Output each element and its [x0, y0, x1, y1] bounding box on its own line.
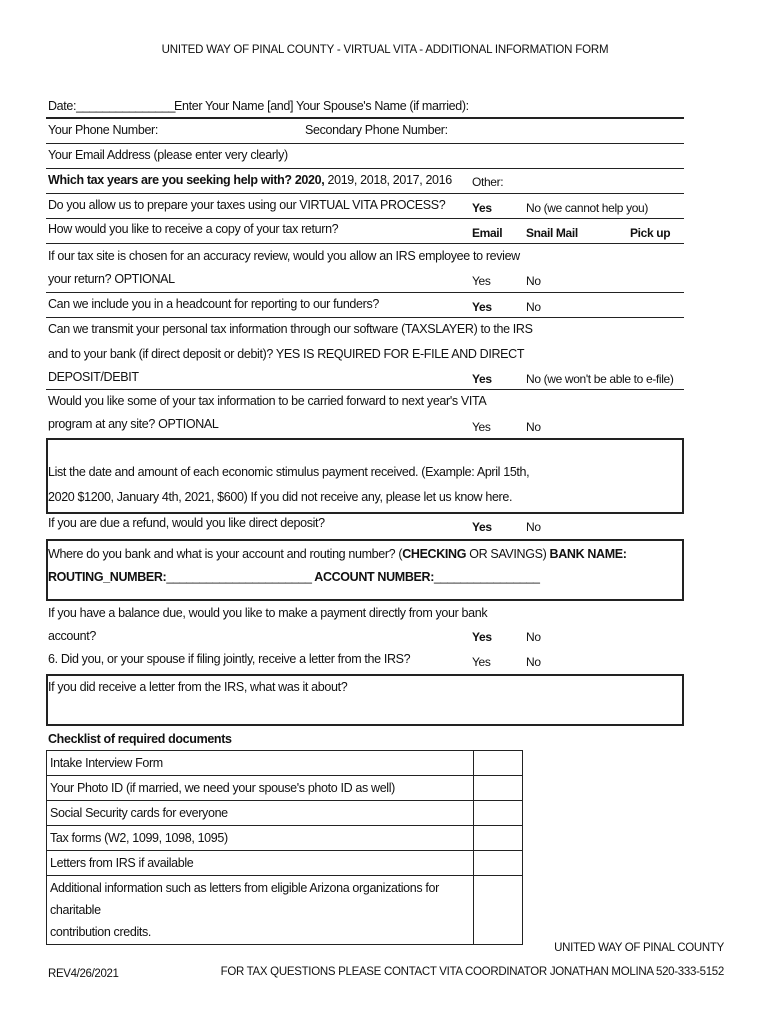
transmit-question-line3: DEPOSIT/DEBIT [48, 370, 139, 384]
accuracy-review-question-line2: your return? OPTIONAL [48, 272, 175, 286]
copy-snail-mail-option[interactable]: Snail Mail [526, 226, 578, 240]
checking-label: CHECKING [402, 547, 467, 561]
revision-label: REV4/26/2021 [48, 968, 119, 980]
irs-letter-about-question: If you did receive a letter from the IRS, what was it about? [48, 680, 348, 694]
account-number-field[interactable]: ________________ [434, 570, 540, 584]
checklist-item-label [47, 876, 474, 945]
checklist-row [47, 801, 523, 826]
stimulus-question-line1: List the date and amount of each economic stimulus payment received. (Example: April 15th, [48, 465, 530, 479]
copy-pick-up-option[interactable]: Pick up [630, 226, 671, 240]
virtual-vita-question: Do you allow us to prepare your taxes using our VIRTUAL VITA PROCESS? [48, 198, 446, 212]
date-field[interactable]: Date:_______________ [48, 99, 176, 113]
account-number-label: ACCOUNT NUMBER: [311, 570, 435, 584]
checklist-checkbox[interactable] [474, 776, 523, 801]
divider [46, 117, 684, 119]
accuracy-review-no-option[interactable]: No [526, 274, 541, 288]
transmit-no-option[interactable]: No (we won't be able to e-file) [526, 372, 674, 386]
carry-forward-question-line1: Would you like some of your tax information to be carried forward to next year's VITA [48, 394, 487, 408]
irs-letter-question: 6. Did you, or your spouse if filing jointly, receive a letter from the IRS? [48, 652, 411, 666]
balance-due-question-line1: If you have a balance due, would you like to make a payment directly from your bank [48, 606, 488, 620]
direct-deposit-question: If you are due a refund, would you like direct deposit? [48, 516, 325, 530]
page-title: UNITED WAY OF PINAL COUNTY - VIRTUAL VITA - ADDITIONAL INFORMATION FORM [161, 44, 609, 56]
transmit-yes-option[interactable]: Yes [472, 372, 492, 386]
checklist-row [47, 776, 523, 801]
bank-name-label: BANK NAME: [549, 547, 627, 561]
tax-years-label-rest: 2019, 2018, 2017, 2016 [324, 173, 452, 187]
secondary-phone-field-label: Secondary Phone Number: [305, 123, 448, 137]
carry-forward-no-option[interactable]: No [526, 420, 541, 434]
checklist-item-label: Your Photo ID (if married, we need your spouse's photo ID as well) [47, 776, 474, 801]
balance-due-yes-option[interactable]: Yes [472, 630, 492, 644]
checklist-row [47, 851, 523, 876]
checklist-item-label: Letters from IRS if available [47, 851, 474, 876]
bank-q-part: Where do you bank and what is your account and routing number? ( [48, 547, 403, 561]
copy-method-question: How would you like to receive a copy of your tax return? [48, 222, 339, 236]
divider [46, 389, 684, 390]
transmit-question-line2: and to your bank (if direct deposit or debit)? YES IS REQUIRED FOR E-FILE AND DIRECT [48, 347, 525, 361]
checklist-checkbox[interactable] [474, 876, 523, 945]
bank-question-line1 [48, 546, 627, 562]
stimulus-question-line2: 2020 $1200, January 4th, 2021, $600) If you did not receive any, please let us know here. [48, 490, 513, 504]
tax-years-other-field[interactable]: Other: [472, 175, 504, 189]
divider [46, 243, 684, 244]
direct-deposit-yes-option[interactable]: Yes [472, 520, 492, 534]
routing-number-label: ROUTING_NUMBER: [48, 570, 167, 584]
virtual-vita-no-option[interactable]: No (we cannot help you) [526, 201, 649, 215]
carry-forward-question-line2: program at any site? OPTIONAL [48, 417, 219, 431]
tax-years-label-bold: Which tax years are you seeking help with? 2020, [48, 173, 325, 187]
divider [46, 317, 684, 318]
direct-deposit-no-option[interactable]: No [526, 520, 541, 534]
copy-email-option[interactable]: Email [472, 226, 503, 240]
divider [46, 143, 684, 144]
name-field-label: Enter Your Name [and] Your Spouse's Name (if married): [174, 99, 469, 113]
accuracy-review-yes-option[interactable]: Yes [472, 274, 491, 288]
checklist-item-label: Social Security cards for everyone [47, 801, 474, 826]
transmit-question-line1: Can we transmit your personal tax information through our software (TAXSLAYER) to the IRS [48, 322, 533, 336]
checklist-row [47, 826, 523, 851]
checklist-heading: Checklist of required documents [48, 732, 232, 746]
divider [46, 218, 684, 219]
email-field-label: Your Email Address (please enter very clearly) [48, 148, 288, 162]
checklist-item-line: Additional information such as letters from eligible Arizona organizations for charitable [50, 881, 439, 917]
footer-org: UNITED WAY OF PINAL COUNTY [554, 942, 724, 954]
checklist-checkbox[interactable] [474, 826, 523, 851]
checklist-table [46, 750, 523, 945]
checklist-row [47, 751, 523, 776]
bank-q-part: OR SAVINGS) [466, 547, 550, 561]
footer-contact: FOR TAX QUESTIONS PLEASE CONTACT VITA COORDINATOR JONATHAN MOLINA 520-333-5152 [220, 966, 724, 978]
checklist-row [47, 876, 523, 945]
irs-letter-yes-option[interactable]: Yes [472, 655, 491, 669]
headcount-no-option[interactable]: No [526, 300, 541, 314]
irs-letter-no-option[interactable]: No [526, 655, 541, 669]
bank-question-line2 [48, 569, 540, 585]
divider [46, 193, 684, 194]
headcount-question: Can we include you in a headcount for reporting to our funders? [48, 297, 379, 311]
carry-forward-yes-option[interactable]: Yes [472, 420, 491, 434]
checklist-checkbox[interactable] [474, 801, 523, 826]
headcount-yes-option[interactable]: Yes [472, 300, 492, 314]
divider [46, 168, 684, 169]
checklist-item-line: contribution credits. [50, 925, 152, 939]
divider [46, 292, 684, 293]
virtual-vita-yes-option[interactable]: Yes [472, 201, 492, 215]
checklist-checkbox[interactable] [474, 851, 523, 876]
checklist-item-label: Intake Interview Form [47, 751, 474, 776]
routing-number-field[interactable]: ______________________ [166, 570, 312, 584]
accuracy-review-question-line1: If our tax site is chosen for an accuracy review, would you allow an IRS employee to review [48, 249, 520, 263]
checklist-checkbox[interactable] [474, 751, 523, 776]
balance-due-no-option[interactable]: No [526, 630, 541, 644]
checklist-item-label: Tax forms (W2, 1099, 1098, 1095) [47, 826, 474, 851]
phone-field-label: Your Phone Number: [48, 123, 158, 137]
balance-due-question-line2: account? [48, 629, 96, 643]
tax-years-question [48, 172, 452, 188]
